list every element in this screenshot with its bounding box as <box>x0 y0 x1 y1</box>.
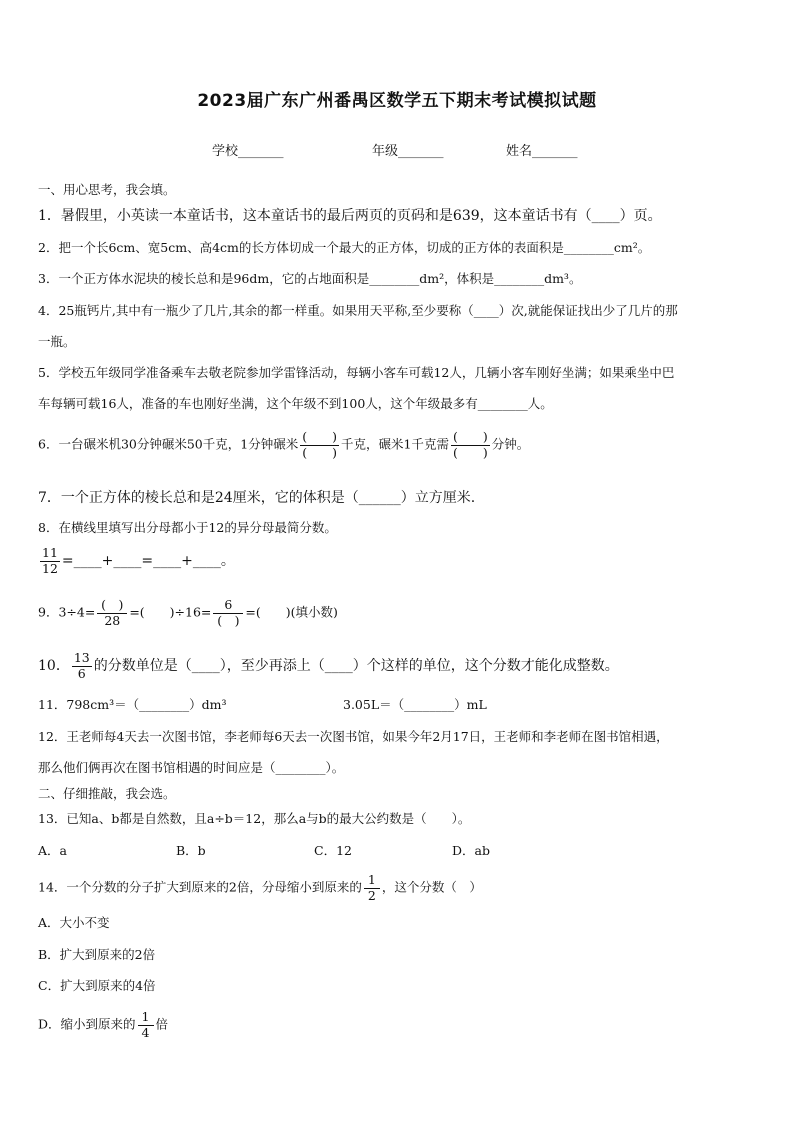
option-c[interactable]: C．12 <box>314 843 352 858</box>
question-14-option-b[interactable]: B．扩大到原来的2倍 <box>38 947 156 962</box>
question-1: 1．暑假里，小英读一本童话书，这本童话书的最后两页的页码和是639，这本童话书有（____）页。 <box>38 208 662 224</box>
question-11-b: 3.05L＝（________）mL <box>343 697 487 712</box>
question-14: 14．一个分数的分子扩大到原来的2倍，分母缩小到原来的 $\frac{1}{2}$ ，这个分数（ ） <box>38 872 482 903</box>
question-5-line-1: 5．学校五年级同学准备乘车去敬老院参加学雷锋活动，每辆小客车可载12人，几辆小客车刚好坐满；如果乘坐中巴 <box>38 365 675 380</box>
fraction-blank-28: $\frac{( )}{28}$ <box>97 599 127 627</box>
page-title: 2023届广东广州番禺区数学五下期末考试模拟试题 <box>197 91 597 111</box>
question-9: 9．3÷4= $\frac{( )}{28}$ =( )÷16= $\frac{6}{( )}$ =( )(填小数) <box>38 597 338 628</box>
question-14-option-a[interactable]: A．大小不变 <box>38 915 110 930</box>
question-11 <box>38 696 756 714</box>
fraction-1-2: $\frac{1}{2}$ <box>364 874 380 902</box>
option-d[interactable]: D．ab <box>452 843 490 858</box>
section-heading-choice: 二、仔细推敲，我会选。 <box>38 786 176 801</box>
question-13-options <box>38 842 756 860</box>
school-field: 学校_______ <box>212 144 284 159</box>
question-14-option-d[interactable]: D．缩小到原来的 $\frac{1}{4}$ 倍 <box>38 1009 169 1040</box>
question-4-line-1: 4．25瓶钙片,其中有一瓶少了几片,其余的都一样重。如果用天平称,至少要称（____）次,就能保证找出少了几片的那 <box>38 303 678 318</box>
fraction-11-12: $\frac{11}{12}$ <box>42 545 58 576</box>
fraction-6-blank: $\frac{6}{( )}$ <box>213 599 243 627</box>
question-8: 8．在横线里填写出分母都小于12的异分母最简分数。 <box>38 520 337 535</box>
question-6-text-1: 6．一台碾米机30分钟碾米50千克，1分钟碾米 <box>38 436 299 452</box>
option-a[interactable]: A．a <box>38 843 67 858</box>
question-8-blanks: =____+____=____+____。 <box>61 553 235 569</box>
question-13: 13．已知a、b都是自然数，且a÷b＝12，那么a与b的最大公约数是（ ）。 <box>38 811 471 826</box>
question-6-text-3: 分钟。 <box>491 436 530 452</box>
fraction-1-4: $\frac{1}{4}$ <box>138 1011 154 1039</box>
grade-field: 年级_______ <box>372 144 444 159</box>
name-field: 姓名_______ <box>506 144 578 159</box>
question-12-line-1: 12．王老师每4天去一次图书馆，李老师每6天去一次图书馆，如果今年2月17日，王老师和李老师在图书馆相遇， <box>38 729 669 744</box>
question-14-option-c[interactable]: C．扩大到原来的4倍 <box>38 978 156 993</box>
question-11-a: 11．798cm³＝（________）dm³ <box>38 697 227 712</box>
fraction-13-6: $\frac{13}{6}$ <box>73 650 90 681</box>
section-heading-fill: 一、用心思考，我会填。 <box>38 182 176 197</box>
question-4-line-2: 一瓶。 <box>38 334 76 349</box>
question-3: 3．一个正方体水泥块的棱长总和是96dm，它的占地面积是________dm²，体积是________dm³。 <box>38 271 582 286</box>
option-b[interactable]: B．b <box>176 843 206 858</box>
question-2: 2．把一个长6cm、宽5cm、高4cm的长方体切成一个最大的正方体，切成的正方体的表面积是________cm²。 <box>38 240 651 255</box>
question-7: 7．一个正方体的棱长总和是24厘米，它的体积是（______）立方厘米. <box>38 490 476 506</box>
question-10: 10． $\frac{13}{6}$ 的分数单位是（____），至少再添上（____）个这样的单位，这个分数才能化成整数。 <box>38 650 619 681</box>
question-12-line-2: 那么他们俩再次在图书馆相遇的时间应是（________）。 <box>38 760 345 775</box>
question-6 <box>38 431 756 459</box>
fraction-blank: $\frac{( )}{( )}$ <box>302 429 337 460</box>
question-6-text-2: 千克，碾米1千克需 <box>340 436 449 452</box>
fraction-blank: $\frac{( )}{( )}$ <box>452 429 488 460</box>
question-5-line-2: 车每辆可载16人，准备的车也刚好坐满，这个年级不到100人，这个年级最多有________人。 <box>38 396 553 411</box>
question-8-equation <box>38 547 756 575</box>
